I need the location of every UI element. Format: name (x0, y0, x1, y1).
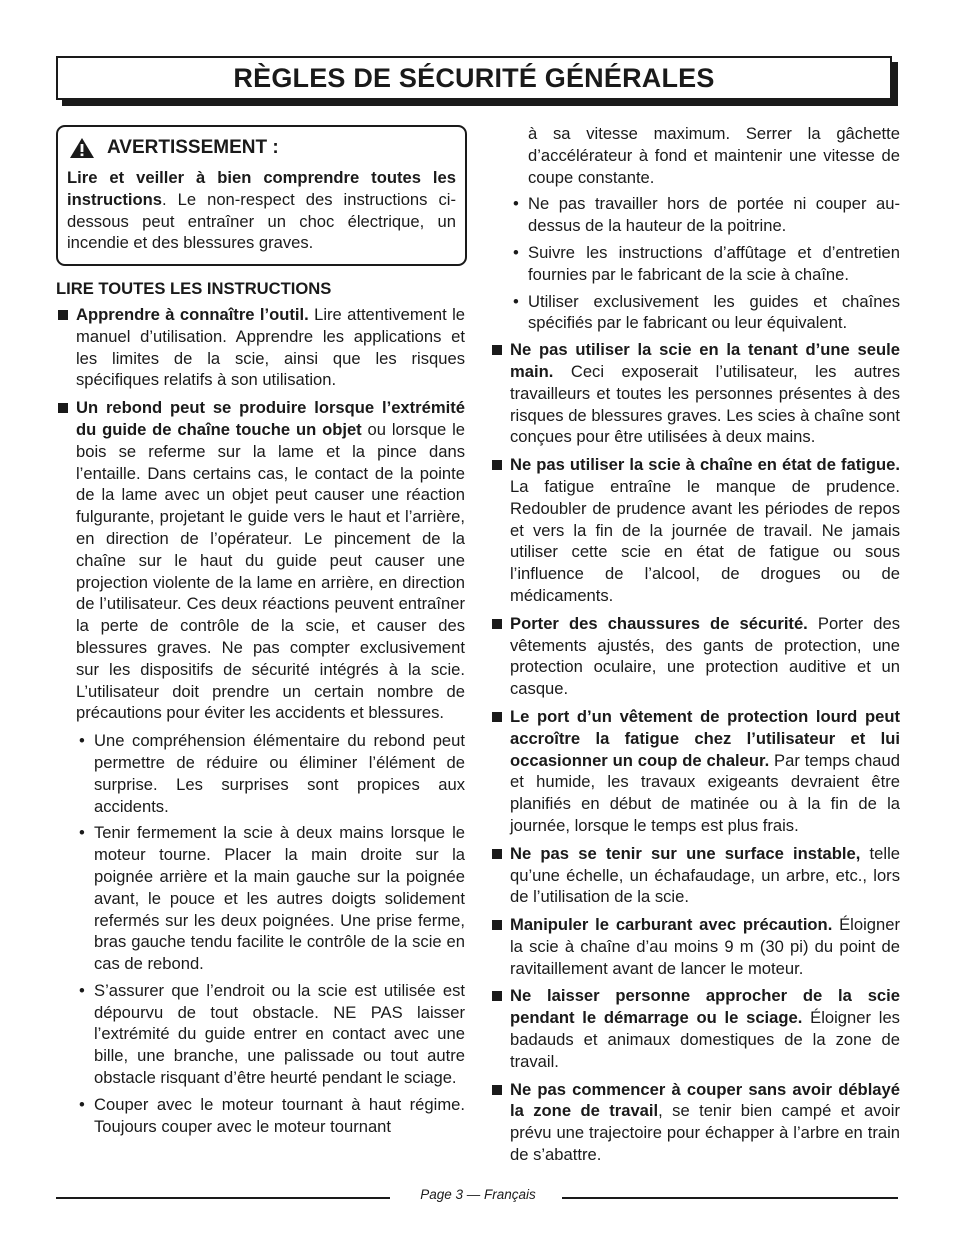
page-number: Page 3 — Français (420, 1187, 536, 1202)
warning-bold-text: Lire et veiller à bien comprendre toutes les instructions (67, 168, 456, 209)
square-bullet-icon (492, 460, 502, 470)
rule-bold-text: Ne pas se tenir sur une surface instable, (510, 843, 861, 863)
warning-body-text: . Le non-respect des instructions ci-dessous peut entraîner un choc électrique, un incendie et des blessures graves. (67, 189, 456, 253)
left-column (56, 125, 465, 1142)
bullet-item (56, 980, 465, 1089)
footer-rule-right (562, 1197, 898, 1199)
rule-text: La fatigue entraîne le manque de prudence. Redoubler de prudence avant les périodes de repos et vers la fin de la journée de travail. Ne jamais utiliser cette scie en état de fatigue ou sous l’influence de l’alcool, de drogues ou de médicaments. (510, 476, 900, 605)
rule-bold-text: Ne pas utiliser la scie en la tenant d’une seule main. (510, 340, 900, 381)
rule-text: Par temps chaud et humide, les travaux exigeants devraient être planifiés en début de matinée ou à la fin de la journée, lorsque le temps est plus frais. (510, 750, 900, 835)
safety-rule-item (490, 454, 900, 607)
square-bullet-icon (492, 849, 502, 859)
continued-bullet-text: à sa vitesse maximum. Serrer la gâchette d’accélérateur à fond et maintenir une vitesse de coupe constante. (528, 124, 900, 187)
bullet-text: Ne pas travailler hors de portée ni couper au-dessus de la hauteur de la poitrine. (528, 194, 900, 236)
square-bullet-icon (492, 991, 502, 1001)
bullet-item (56, 822, 465, 975)
bullet-dot-icon: • (513, 242, 519, 262)
square-bullet-icon (492, 712, 502, 722)
warning-box (56, 125, 467, 266)
safety-rule-item (490, 985, 900, 1072)
rule-text: Lire attentivement le manuel d’utilisation. Apprendre les applications et les limites de la scie, ainsi que les risques spécifiques relatifs à son utilisation. (76, 304, 465, 390)
rule-bold-text: Manipuler le carburant avec précaution. (510, 915, 833, 935)
section-heading: LIRE TOUTES LES INSTRUCTIONS (56, 279, 332, 299)
square-bullet-icon (58, 403, 68, 413)
square-bullet-icon (492, 1085, 502, 1095)
bullet-text: Utiliser exclusivement les guides et chaînes spécifiés par le fabricant ou leur équivalent. (528, 291, 900, 333)
bullet-item (56, 730, 465, 817)
page-title: RÈGLES DE SÉCURITÉ GÉNÉRALES (233, 62, 715, 93)
bullet-text: Couper avec le moteur tournant à haut régime. Toujours couper avec le moteur tournant (94, 1094, 465, 1136)
safety-rule-item (490, 706, 900, 837)
safety-rule-item (56, 304, 465, 391)
square-bullet-icon (58, 310, 68, 320)
rule-bold-text: Un rebond peut se produire lorsque l’extrémité du guide de chaîne touche un objet (76, 398, 465, 439)
rule-text: telle qu’une échelle, un échafaudage, un arbre, etc., lors de l’utilisation de la scie. (510, 843, 900, 907)
bullet-text: Tenir fermement la scie à deux mains lorsque le moteur tourne. Placer la main droite sur la poignée arrière et la main gauche sur la poignée avant, le pouce et les autres doigts solidement refermés sur les deux poignées. Une prise ferme, bras gauche tendu facilite le contrôle de la scie en cas de rebond. (94, 823, 465, 974)
right-column (490, 123, 900, 1172)
warning-triangle-icon (69, 137, 95, 159)
bullet-item (490, 193, 900, 237)
rule-text: ou lorsque le bois se referme sur la lame et la pince dans l’entaille. Dans certains cas, le contact de la pointe de la lame avec un objet peut causer une réaction fulgurante, projetant le guide vers le haut et l’arrière, en direction de l’opérateur. Le pincement de la chaîne sur le haut du guide peut causer une projection violente de la lame en arrière, en direction de l’utilisateur. Ces deux réactions peuvent entraîner la perte de contrôle de la scie, et causer des blessures graves. Ne pas compter exclusivement sur les dispositifs de sécurité intégrés à la scie. L’utilisateur doit prendre un certain nombre de précautions pour éviter les accidents et blessures. (76, 419, 465, 723)
bullet-dot-icon: • (79, 980, 85, 1000)
rule-bold-text: Apprendre à connaître l’outil. (76, 304, 309, 324)
rule-text: , se tenir bien campé et avoir prévu une trajectoire pour échapper à l’arbre en train de s’abattre. (510, 1101, 900, 1165)
bullet-text: S’assurer que l’endroit ou la scie est utilisée est dépourvu de tout obstacle. NE PAS laisser l’extrémité du guide entrer en contact avec une bille, une branche, une palissade ou tout autre obstacle risquant d’être heurté pendant le sciage. (94, 980, 465, 1088)
bullet-item (56, 1094, 465, 1138)
safety-rule-item (490, 1079, 900, 1166)
square-bullet-icon (492, 345, 502, 355)
rule-text: Éloigner la scie à chaîne d’au moins 9 m (30 pi) du point de ravitaillement avant de lancer le moteur. (510, 915, 900, 978)
bullet-dot-icon: • (79, 823, 85, 843)
rule-bold-text: Ne pas utiliser la scie à chaîne en état de fatigue. (510, 455, 900, 475)
rule-bold-text: Ne laisser personne approcher de la scie pendant le démarrage ou le sciage. (510, 986, 900, 1028)
rule-text: Éloigner les badauds et animaux domestiques de la zone de travail. (510, 1008, 900, 1071)
rule-text: Ceci exposerait l’utilisateur, les autres travailleurs et toutes les personnes présentes à des risques de blessures graves. Les scies à chaîne sont conçues pour être utilisées à deux mains. (510, 361, 900, 447)
bullet-text: Une compréhension élémentaire du rebond peut permettre de réduire ou éliminer l’élément de surprise. Les surprises sont propices aux accidents. (94, 731, 465, 816)
safety-rule-item (490, 914, 900, 979)
rule-bold-text: Le port d’un vêtement de protection lourd peut accroître la fatigue chez l’utilisateur et lui occasionner un coup de chaleur. (510, 706, 900, 770)
bullet-dot-icon: • (79, 1094, 85, 1114)
safety-rule-item (490, 613, 900, 700)
rule-bold-text: Porter des chaussures de sécurité. (510, 613, 808, 633)
square-bullet-icon (492, 920, 502, 930)
warning-heading: AVERTISSEMENT : (107, 137, 279, 159)
footer-rule-left (56, 1197, 390, 1199)
bullet-dot-icon: • (79, 731, 85, 751)
warning-text (67, 167, 456, 254)
bullet-item (490, 291, 900, 335)
warning-header (69, 137, 456, 159)
safety-rule-item (490, 339, 900, 448)
rule-bold-text: Ne pas commencer à couper sans avoir déblayé la zone de travail (510, 1079, 900, 1121)
bullet-text: Suivre les instructions d’affûtage et d’entretien fournies par le fabricant de la scie à chaîne. (528, 242, 900, 284)
bullet-item (490, 242, 900, 286)
page-title-box (56, 56, 892, 100)
square-bullet-icon (492, 619, 502, 629)
bullet-dot-icon: • (513, 194, 519, 214)
safety-rule-item (490, 843, 900, 908)
page-footer (56, 1186, 898, 1206)
bullet-dot-icon: • (513, 291, 519, 311)
rule-text: Porter des vêtements ajustés, des gants de protection, une protection oculaire, une protection auditive et un casque. (510, 613, 900, 699)
safety-rule-item (56, 397, 465, 724)
